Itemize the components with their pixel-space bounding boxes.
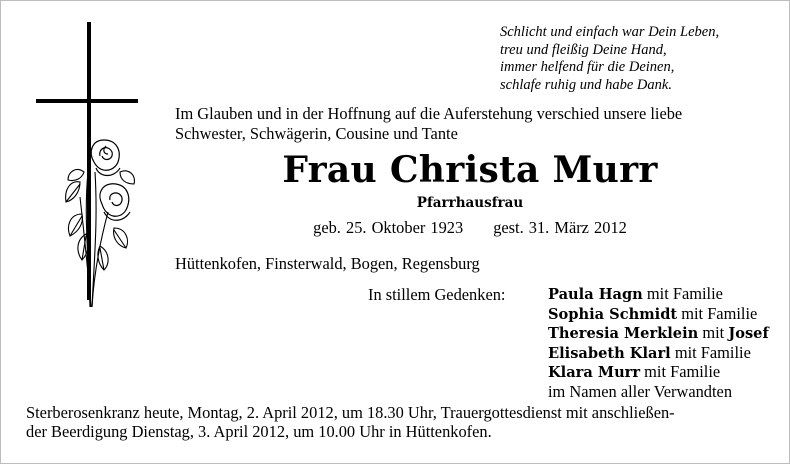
- death-date: gest. 31. März 2012: [493, 218, 627, 237]
- mourner-rest: mit Familie: [670, 342, 751, 362]
- service-line: Sterberosenkranz heute, Montag, 2. April 2012, um 18.30 Uhr, Trauergottesdienst mit anschließen-: [26, 403, 675, 422]
- mourner-row: [548, 305, 778, 325]
- cross-with-roses-icon: [30, 22, 140, 322]
- mourner-name: Paula Hagn: [548, 286, 643, 303]
- mourner-name: Sophia Schmidt: [548, 305, 678, 323]
- birth-date: geb. 25. Oktober 1923: [313, 218, 464, 237]
- intro-line: Schwester, Schwägerin, Cousine und Tante: [175, 124, 458, 143]
- mourner-row: [548, 363, 778, 383]
- mourner-rest: mit Familie: [677, 303, 758, 323]
- life-dates: [175, 218, 765, 238]
- intro-line: Im Glauben und in der Hoffnung auf die Auferstehung verschied unsere liebe: [175, 104, 683, 123]
- poem-line: immer helfend für die Deinen,: [500, 59, 675, 75]
- places: Hüttenkofen, Finsterwald, Bogen, Regensburg: [175, 254, 480, 273]
- deceased-profession: Pfarrhausfrau: [416, 195, 524, 211]
- mourners-list: [548, 285, 778, 401]
- mourner-rest: mit: [698, 323, 729, 342]
- poem: [500, 24, 770, 94]
- service-info: [26, 403, 771, 441]
- mourner-rest: mit Familie: [642, 284, 723, 303]
- intro-text: [175, 104, 765, 144]
- mourner-row: [548, 383, 778, 402]
- mourner-row: [548, 344, 778, 364]
- service-line: der Beerdigung Dienstag, 3. April 2012, um 10.00 Uhr in Hüttenkofen.: [26, 422, 492, 441]
- mourner-name: Theresia Merklein: [548, 325, 699, 342]
- mourner-row: [548, 324, 778, 344]
- deceased-name: Frau Christa Murr: [282, 149, 658, 191]
- mourner-name: Elisabeth Klarl: [548, 344, 671, 362]
- poem-line: Schlicht und einfach war Dein Leben,: [500, 24, 720, 40]
- mourning-label: In stillem Gedenken:: [368, 285, 506, 304]
- mourner-rest: im Namen aller Verwandten: [548, 381, 733, 401]
- mourner-row: [548, 285, 778, 305]
- poem-line: schlafe ruhig und habe Dank.: [500, 76, 672, 93]
- mourner-name: Klara Murr: [548, 364, 641, 381]
- mourner-name: Josef: [728, 325, 769, 342]
- mourner-rest: mit Familie: [640, 362, 721, 381]
- poem-line: treu und fleißig Deine Hand,: [500, 41, 667, 58]
